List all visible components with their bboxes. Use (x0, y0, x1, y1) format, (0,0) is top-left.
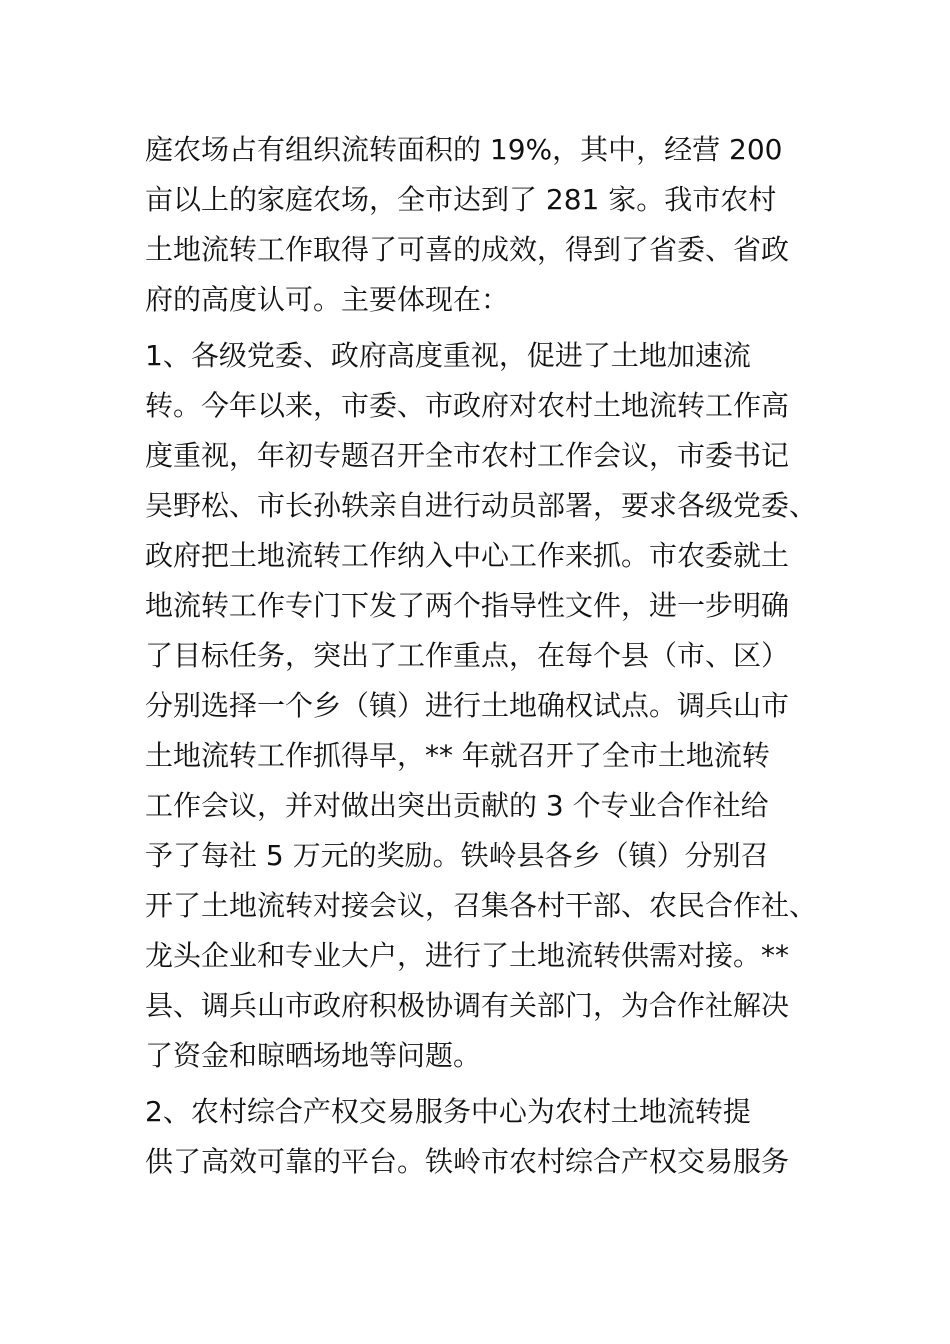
paragraph-2-line-10: 工作会议，并对做出突出贡献的 3 个专业合作社给 (145, 789, 769, 822)
paragraph-2-line-6: 地流转工作专门下发了两个指导性文件，进一步明确 (145, 589, 790, 622)
paragraph-2-line-11: 予了每社 5 万元的奖励。铁岭县各乡（镇）分别召 (145, 839, 769, 872)
paragraph-3-line-2: 供了高效可靠的平台。铁岭市农村综合产权交易服务 (145, 1145, 790, 1178)
paragraph-2-line-8: 分别选择一个乡（镇）进行土地确权试点。调兵山市 (145, 689, 790, 722)
paragraph-2-line-1: 1、各级党委、政府高度重视，促进了土地加速流 (145, 339, 751, 372)
paragraph-2-line-14: 县、调兵山市政府积极协调有关部门，为合作社解决 (145, 989, 790, 1022)
paragraph-2-line-3: 度重视，年初专题召开全市农村工作会议，市委书记 (145, 439, 790, 472)
paragraph-2-line-13: 龙头企业和专业大户，进行了土地流转供需对接。** (145, 939, 790, 972)
paragraph-2-line-9: 土地流转工作抓得早，** 年就召开了全市土地流转 (145, 739, 770, 772)
paragraph-2-line-15: 了资金和晾晒场地等问题。 (145, 1039, 482, 1072)
paragraph-2-line-7: 了目标任务，突出了工作重点，在每个县（市、区） (145, 639, 790, 672)
paragraph-2-line-2: 转。今年以来，市委、市政府对农村土地流转工作高 (145, 389, 790, 422)
paragraph-1-line-4: 府的高度认可。主要体现在： (145, 283, 510, 316)
paragraph-1-line-2: 亩以上的家庭农场，全市达到了 281 家。我市农村 (145, 183, 777, 216)
paragraph-2-line-5: 政府把土地流转工作纳入中心工作来抓。市农委就土 (145, 539, 790, 572)
paragraph-2-line-4: 吴野松、市长孙轶亲自进行动员部署，要求各级党委、 (145, 489, 818, 522)
paragraph-3-line-1: 2、农村综合产权交易服务中心为农村土地流转提 (145, 1095, 751, 1128)
paragraph-2-line-12: 开了土地流转对接会议，召集各村干部、农民合作社、 (145, 889, 818, 922)
paragraph-1-line-1: 庭农场占有组织流转面积的 19%，其中，经营 200 (145, 133, 783, 166)
paragraph-1-line-3: 土地流转工作取得了可喜的成效，得到了省委、省政 (145, 233, 790, 266)
